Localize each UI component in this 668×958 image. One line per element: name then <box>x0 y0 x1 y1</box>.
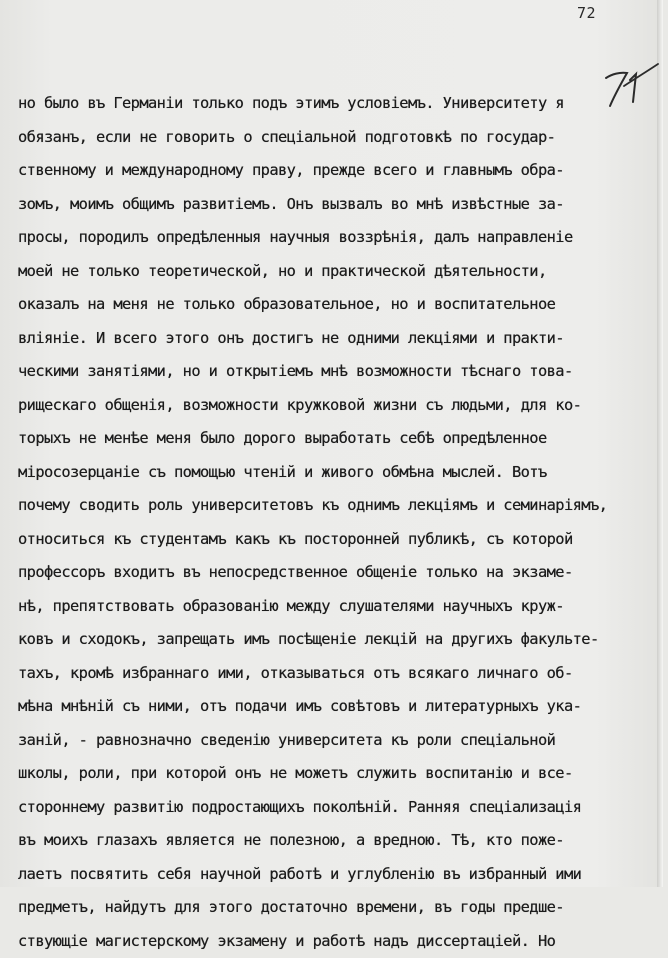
text-line: ковъ и сходокъ, запрещать имъ посѣщеніе лекцій на другихъ факульте- <box>18 623 668 657</box>
text-line: ственному и международному праву, прежде всего и главнымъ обра- <box>18 154 668 188</box>
text-line: профессоръ входитъ въ непосредственное общеніе только на экзаме- <box>18 556 668 590</box>
text-line: міросозерцаніе съ помощью чтеній и живого обмѣна мыслей. Вотъ <box>18 456 668 490</box>
text-line: относиться къ студентамъ какъ къ посторонней публикѣ, съ которой <box>18 523 668 557</box>
text-line: торыхъ не менѣе меня было дорого выработать себѣ опредѣленное <box>18 422 668 456</box>
body-text <box>18 87 668 958</box>
text-line: рищескаго общенія, возможности кружковой жизни съ людьми, для ко- <box>18 389 668 423</box>
text-line: просы, породилъ опредѣленныя научныя воззрѣнія, далъ направленіе <box>18 221 668 255</box>
text-line: оказалъ на меня не только образовательное, но и воспитательное <box>18 288 668 322</box>
text-line: предметъ, найдутъ для этого достаточно времени, въ годы предше- <box>18 891 668 925</box>
text-line: школы, роли, при которой онъ не можетъ служить воспитанію и все- <box>18 757 668 791</box>
text-line: мѣна мнѣній съ ними, отъ подачи имъ совѣтовъ и литературныхъ ука- <box>18 690 668 724</box>
text-line: заній, - равнозначно сведенію университета къ роли спеціальной <box>18 724 668 758</box>
text-line: лаетъ посвятить себя научной работѣ и углубленію въ избранный ими <box>18 858 668 892</box>
text-line: моей не только теоретической, но и практической дѣятельности, <box>18 255 668 289</box>
text-line: обязанъ, если не говорить о спеціальной подготовкѣ по государ- <box>18 121 668 155</box>
text-line: зомъ, моимъ общимъ развитіемъ. Онъ вызвалъ во мнѣ извѣстные за- <box>18 188 668 222</box>
text-line: ствующіе магистерскому экзамену и работѣ надъ диссертаціей. Но <box>18 925 668 958</box>
text-line: ческими занятіями, но и открытіемъ мнѣ возможности тѣснаго това- <box>18 355 668 389</box>
text-line: нѣ, препятствовать образованію между слушателями научныхъ круж- <box>18 590 668 624</box>
text-line: стороннему развитію подростающихъ поколѣній. Ранняя спеціализація <box>18 791 668 825</box>
text-line: вліяніе. И всего этого онъ достигъ не одними лекціями и практи- <box>18 322 668 356</box>
text-line: въ моихъ глазахъ является не полезною, а вредною. Тѣ, кто поже- <box>18 824 668 858</box>
text-line: но было въ Германіи только подъ этимъ условіемъ. Университету я <box>18 87 668 121</box>
text-line: тахъ, кромѣ избраннаго ими, отказываться отъ всякаго личнаго об- <box>18 657 668 691</box>
page-number: 72 <box>577 4 596 22</box>
text-line: почему сводить роль университетовъ къ однимъ лекціямъ и семинаріямъ, <box>18 489 668 523</box>
